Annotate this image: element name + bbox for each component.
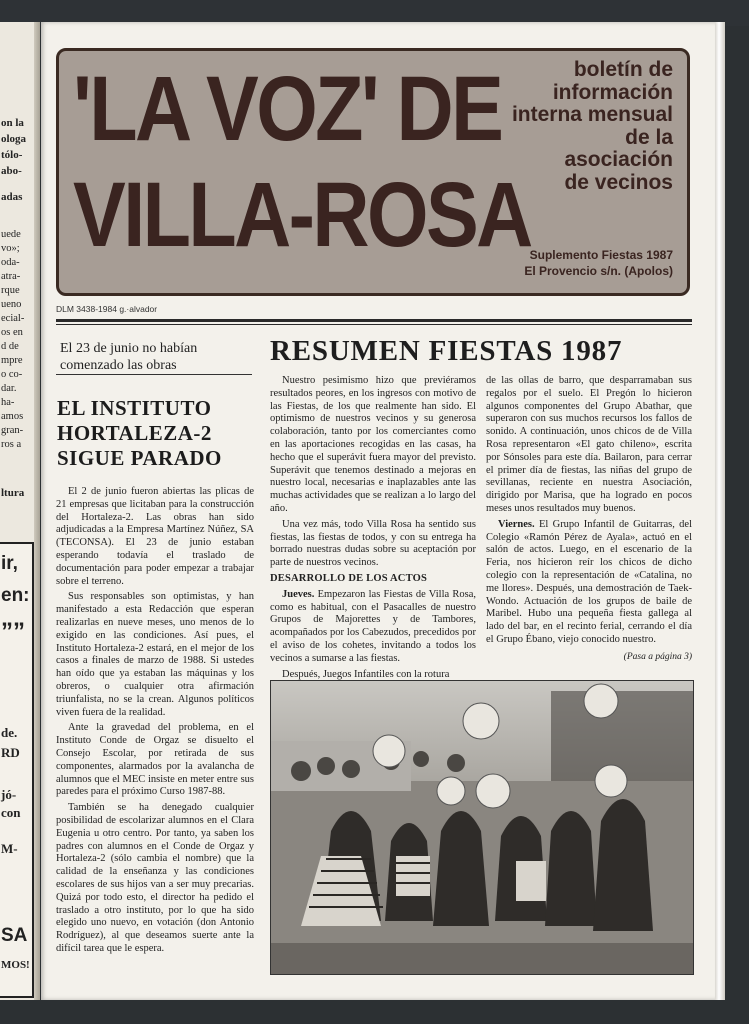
masthead-supplement [524,247,673,279]
tagline-line: asociación [564,148,673,171]
left-fragment: adas [1,191,23,203]
left-fragment: tólo- [1,149,23,161]
left-fragment: ecial- [1,313,25,324]
supplement-label: Suplemento Fiestas 1987 [529,248,673,262]
ad-fragment: MOS! [1,959,30,971]
article1-headline: EL INSTITUTO HORTALEZA-2 SIGUE PARADO [57,396,222,470]
masthead [56,48,690,296]
ad-fragment: M- [1,841,18,856]
left-fragment: vo»; [1,243,20,254]
masthead-title-line1: 'LA VOZ' DE [73,58,502,160]
ad-fragment: RD [1,745,20,760]
address-label: El Provencio s/n. (Apolos) [524,264,673,278]
ad-fragment: ”” [1,618,25,645]
ad-fragment: en: [1,585,30,606]
article2-subhead: DESARROLLO DE LOS ACTOS [270,572,427,584]
paragraph: Una vez más, todo Villa Rosa ha sentido sus fiestas, las fiestas de todos, y con su entrega ha borrado nuestras dudas sobre su aceptación por parte de nuestros vecinos. [270,518,476,569]
divider-thin [56,324,692,325]
masthead-title-line2: VILLA-ROSA [73,164,531,266]
article2-headline: RESUMEN FIESTAS 1987 [270,335,623,367]
tagline-line: de vecinos [564,170,673,194]
ad-fragment: de. [1,725,18,740]
masthead-tagline [473,59,673,194]
left-fragment: gran- [1,425,24,436]
left-fragment: os en [1,327,23,338]
day-label: Jueves. [282,588,315,600]
left-fragment: dar. [1,383,17,394]
left-fragment: mpre [1,355,23,366]
paragraph: También se ha denegado cualquier posibilidad de escolarizar alumnos en el Clara Eugenia u otro centro. Por tanto, ya saben los padres con alumnos en el Conde de Orgaz y Hortaleza-2 (sólo cambia el nombre) que la calidad de la enseñanza y las condiciones escolares de sus hijos van a ser muy precarias. Quizá por todo esto, el director ha pedido el traslado a otro instituto, por lo que ha sido elegido uno nuevo, en votación (don Antonio Rodríguez), al que deseamos suerte ante la difícil tarea que le espera. [56,802,254,954]
page-fold-shadow [34,22,40,1000]
left-fragment: ueno [1,299,22,310]
paragraph: de las ollas de barro, que desparramaban sus regalos por el suelo. El Pregón lo hicieron algunos componentes del Grupo Abathar, que superaron con sus muchos recursos los fallos de sonido. A continuación, unos chicos de de Villa Rosa representaron «El gato chileno», escrita por Sónsoles para este día. Bailaron, para cerrar el primer día de fiestas, las niñas del grupo de sevillanas, reciente en nuestra Asociación, dirigido por Marisa, que ha logrado en pocos meses unos resultados muy buenos. [486,375,692,514]
paragraph-text: El Grupo Infantil de Guitarras, del Colegio «Ramón Pérez de Ayala», actuó en el salón de actos. Luego, en el escenario de la Feria, nos hicieron reír los chicos de dicho colegio con la representación de «Catalina, no me llores». Después, una demostración de Taek-Wondo. Actuación de los grupos de baile de Maribel. Hubo una pequeña fiesta gallega al lado del bar, en el recinto ferial, cerrando el día el Grupo Ébano, viejo conocido nuestro. [486,518,693,645]
article2-column1 [270,375,476,684]
left-fragment: d de [1,341,19,352]
left-fragment: ha- [1,397,15,408]
article2-column2 [486,375,692,664]
kicker-divider [56,374,252,375]
paragraph: Nuestro pesimismo hizo que previéramos resultados peores, en los ingresos con motivo de las Fiestas, de los que realmente han sido. El optimismo de nuestros vecinos y su generosa colaboración, tanto por los comerciantes como en las aportaciones recogidas en las casas, ha hecho que el superávit fuera mayor del previsto. Superávit que tenemos destinado a mejoras en nuestro local, necesarias e inaplazables ante las muchas actividades que se realizan a lo largo del año. [270,375,476,514]
tagline-line: información [552,80,673,104]
left-fragment: atra- [1,271,21,282]
page-right-edge [715,22,725,1000]
paragraph: Sus responsables son optimistas, y han manifestado a esta Redacción que esperan realizarlas en nueve meses, uno menos de lo exigido en las condiciones. Así pues, el Instituto Hortaleza-2 estará, en el mejor de los casos a finales de marzo de 1988. Si ustedes han oído que ya estaban las máquinas y los obreros, o cualquier otra afirmación triunfalista, no se la crean. Algunos políticos viven fuera de la realidad. [56,591,254,718]
left-fragment: oda- [1,257,20,268]
paragraph [270,589,476,666]
left-fragment: uede [1,229,21,240]
paragraph: El 2 de junio fueron abiertas las plicas de 21 empresas que licitaban para la construcción del Hortaleza-2. Las obras han sido adjudicadas a la Empresa Martínez Núñez, SA (TECONSA). El 23 de junio estaban esperando todavía el traslado de documentación para poder empezar a trabajar sobre el terreno. [56,486,254,587]
left-fragment: o co- [1,369,23,380]
left-fragment: abo- [1,165,22,177]
ad-fragment: ir, [1,553,18,574]
left-fragment: ologa [1,133,27,145]
tagline-line: interna mensual [511,103,673,126]
photo-illustration [271,681,693,974]
divider-thick [56,319,692,322]
paragraph: Después, Juegos Infantiles con la rotura [282,668,450,680]
left-page-edge [0,22,40,1000]
left-fragment: rque [1,285,20,296]
paragraph: Ante la gravedad del problema, en el Instituto Conde de Orgaz se disuelto el Consejo Escolar, por retirada de sus componentes, alarmados por la avalancha de alumnos que el MEC insiste en meter entre sus paredes para el próximo Curso 1987-88. [56,722,254,798]
left-fragment: ltura [1,487,25,499]
left-fragment: amos [1,411,24,422]
ad-fragment: con [1,805,21,820]
legal-deposit: DLM 3438-1984 g.·alvador [56,304,158,314]
article1-body [56,486,254,959]
ad-fragment: SA [1,925,28,946]
left-fragment: on la [1,117,24,129]
festival-photo [270,680,694,975]
ad-fragment: jó- [1,787,17,802]
tagline-line: de la [625,125,673,149]
article1-kicker: El 23 de junio no habían comenzado las obras [60,341,198,373]
left-fragment: ros a [1,439,22,450]
day-label: Viernes. [498,518,535,530]
paragraph-text: Empezaron las Fiestas de Villa Rosa, como es habitual, con el Pasacalles de nuestro Grupos de Majorettes y de Tambores, acompañados por los Cabezudos, precedidos por el aviso de los cohetes, invitando a todos los vecinos a sumarse a las fiestas. [270,588,476,664]
tagline-line: boletín de [573,58,673,81]
background-bottom [0,1000,749,1024]
left-advertisement [0,542,34,998]
paragraph [486,519,692,647]
continued-note: (Pasa a página 3) [623,651,692,662]
